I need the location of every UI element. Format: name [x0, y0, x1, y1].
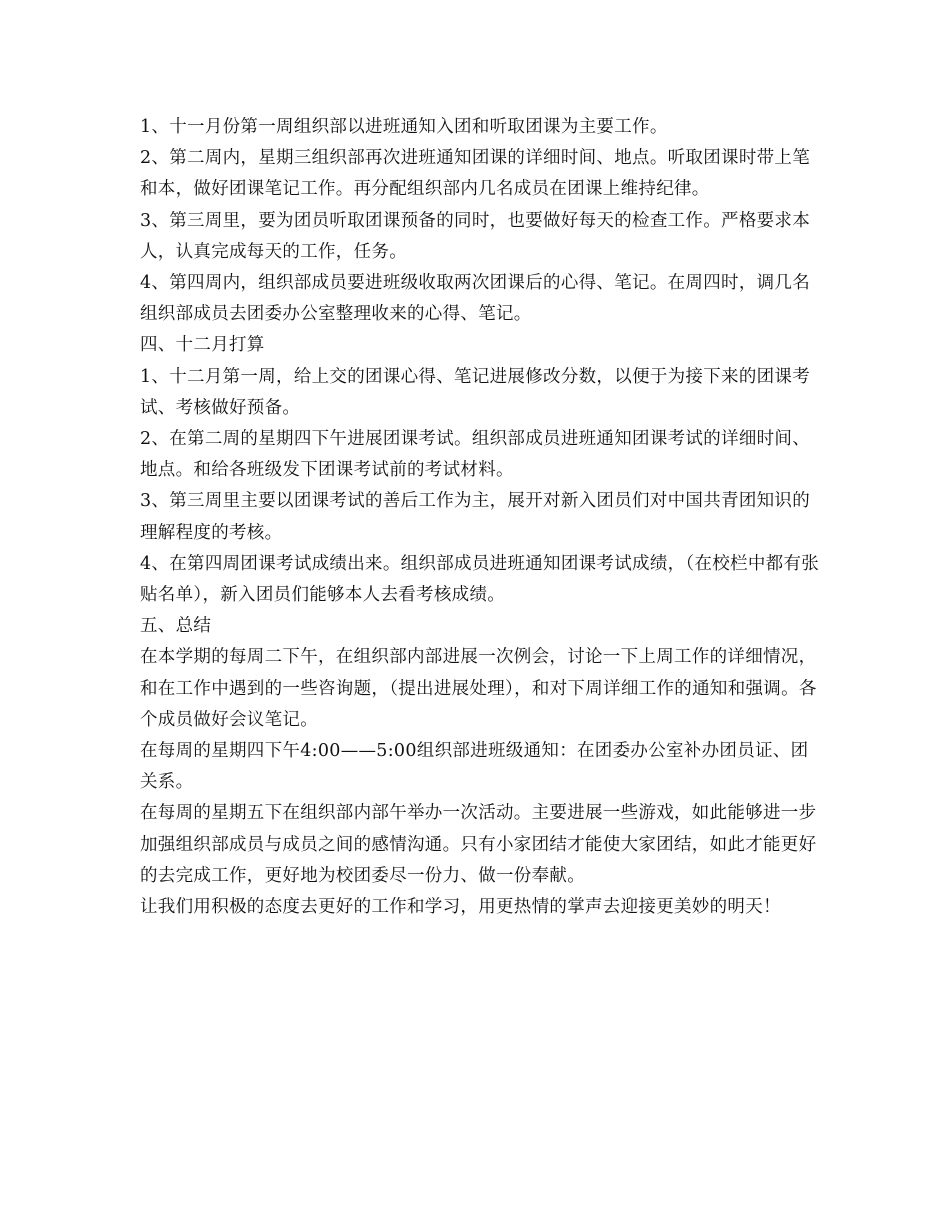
paragraph-weekly-meeting: 在本学期的每周二下午，在组织部内部进展一次例会，讨论一下上周工作的详细情况，和在工作中遇到的一些咨询题，（提出进展处理），和对下周详细工作的通知和强调。各个成员做好会议笔记。 — [140, 647, 817, 730]
paragraph-friday-activity: 在每周的星期五下在组织部内部午举办一次活动。主要进展一些游戏，如此能够进一步加强组织部成员与成员之间的感情沟通。只有小家团结才能使大家团结，如此才能更好的去完成工作，更好地为校团委尽一份力、做一份奉献。 — [140, 803, 817, 886]
section-heading-summary: 五、总结 — [140, 616, 212, 637]
paragraph-nov-week4: 4、第四周内，组织部成员要进班级收取两次团课后的心得、笔记。在周四时，调几名组织部成员去团委办公室整理收来的心得、笔记。 — [140, 273, 811, 325]
paragraph-nov-week2: 2、第二周内，星期三组织部再次进班通知团课的详细时间、地点。听取团课时带上笔和本，做好团课笔记工作。再分配组织部内几名成员在团课上维持纪律。 — [140, 148, 811, 200]
paragraph-nov-week1: 1、十一月份第一周组织部以进班通知入团和听取团课为主要工作。 — [140, 117, 668, 137]
paragraph-dec-week1: 1、十二月第一周，给上交的团课心得、笔记进展修改分数，以便于为接下来的团课考试、考核做好预备。 — [140, 366, 811, 418]
paragraph-dec-week4: 4、在第四周团课考试成绩出来。组织部成员进班通知团课考试成绩，（在校栏中都有张贴名单），新入团员们能够本人去看考核成绩。 — [140, 553, 820, 606]
document-body — [140, 112, 820, 923]
paragraph-thursday-notice: 在每周的星期四下午4:00——5:00组织部进班级通知：在团委办公室补办团员证、团关系。 — [140, 741, 809, 793]
paragraph-dec-week3: 3、第三周里主要以团课考试的善后工作为主，展开对新入团员们对中国共青团知识的理解程度的考核。 — [140, 491, 811, 543]
paragraph-nov-week3: 3、第三周里，要为团员听取团课预备的同时，也要做好每天的检查工作。严格要求本人，认真完成每天的工作，任务。 — [140, 210, 811, 262]
paragraph-closing: 让我们用积极的态度去更好的工作和学习，用更热情的掌声去迎接更美妙的明天！ — [140, 897, 781, 918]
paragraph-dec-week2: 2、在第二周的星期四下午进展团课考试。组织部成员进班通知团课考试的详细时间、地点。和给各班级发下团课考试前的考试材料。 — [140, 429, 811, 481]
section-heading-december-plan: 四、十二月打算 — [140, 335, 265, 356]
